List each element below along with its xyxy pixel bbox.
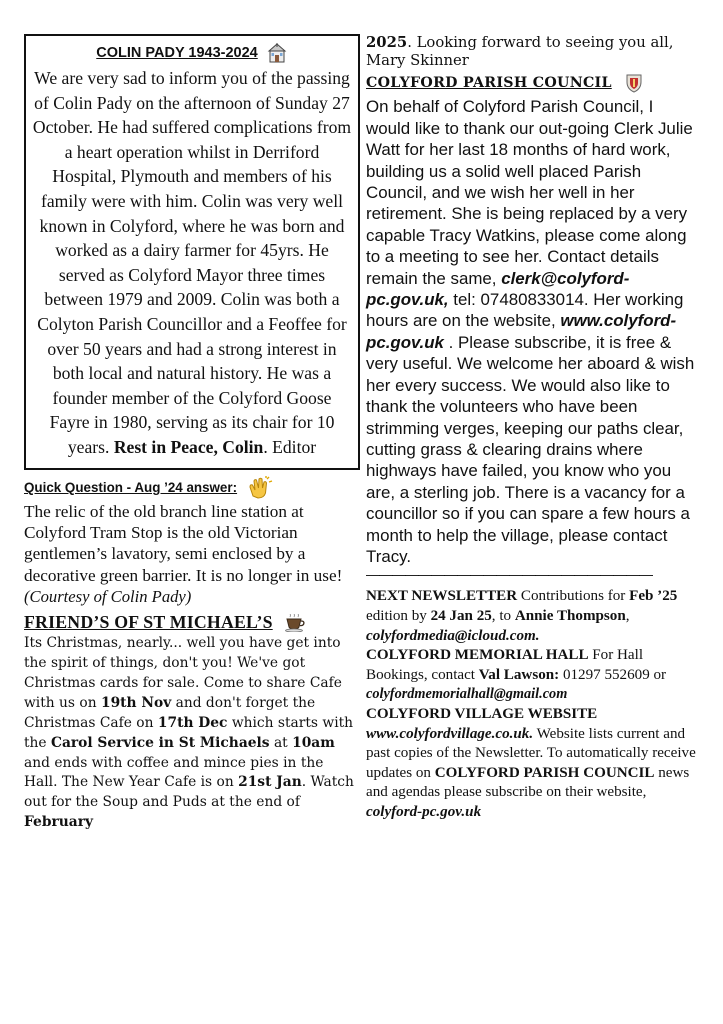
memorial-hall-notice: COLYFORD MEMORIAL HALL For Hall Bookings, contact Val Lawson: 01297 552609 or — [366, 647, 667, 683]
obituary-title — [32, 42, 352, 64]
media-email-link[interactable]: colyfordmedia@icloud.com. — [366, 627, 540, 644]
parish-council-title: COLYFORD PARISH COUNCIL — [366, 73, 696, 93]
obituary-closing: Rest in Peace, Colin — [113, 436, 264, 457]
friends-time: 10am — [292, 734, 335, 751]
memorial-hall-email — [366, 685, 696, 705]
coffee-cup-icon — [285, 614, 307, 632]
shield-crest-icon — [626, 73, 642, 93]
next-newsletter-notice: NEXT NEWSLETTER Contributions for Feb ’25 edition by 24 Jan 25, to Annie Thompson, colyfordmedia@icloud.com. — [366, 588, 678, 644]
left-column — [24, 34, 360, 833]
obituary-title-text: COLIN PADY 1943-2024 — [96, 45, 258, 61]
clapping-hands-icon — [247, 476, 273, 500]
quick-question-title: Quick Question - Aug ’24 answer: — [24, 476, 360, 500]
friends-date-1: 19th Nov — [100, 694, 172, 711]
chapel-icon — [266, 43, 288, 63]
village-website-notice: COLYFORD VILLAGE WEBSITE www.colyfordvillage.co.uk. Website lists current and past copies of the Newsletter. To automatically receive updates on COLYFORD PARISH COUNCIL news and agendas please subscribe on their website, colyford-pc.gov.uk — [366, 705, 696, 820]
village-website-link[interactable]: www.colyfordvillage.co.uk. — [366, 725, 534, 742]
friends-date-3: 21st Jan — [238, 774, 302, 791]
section-divider: —————————————————————— — [366, 567, 652, 582]
info-section — [366, 587, 696, 822]
friends-month: February — [24, 814, 93, 831]
friends-body: Its Christmas, nearly... well you have get into the spirit of things, don't you! We've got Christmas cards for sale. Come to share Cafe with us on 19th Nov and don't forget the Christmas Cafe on 17th Dec which starts with the Carol Service in St Michaels at 10am and ends with coffee and mince pies in the Hall. The New Year Cafe is on 21st Jan. Watch out for the Soup and Puds at the end of February — [24, 635, 354, 831]
quick-question-answer: The relic of the old branch line station at Colyford Tram Stop is the old Victorian gentlemen’s lavatory, semi enclosed by a decorative green barrier. It is no longer in use! — [24, 501, 343, 585]
council-website-link[interactable]: www.colyford-pc.gov.uk — [366, 311, 677, 352]
council-url-link[interactable]: colyford-pc.gov.uk — [366, 803, 482, 820]
quick-question-section — [24, 476, 360, 608]
hall-email-link[interactable]: colyfordmemorialhall@gmail.com — [366, 686, 568, 703]
obituary-body: We are very sad to inform you of the passing of Colin Pady on the afternoon of Sunday 27 October. He had suffered complications from a heart operation whilst in Derriford Hospital, Plymouth and members of his family were with him. Colin was very well known in Colyford, where he was born and worked as a dairy farmer for 45yrs. He served as Colyford Mayor three times between 1979 and 2009. Colin was both a Colyton Parish Councillor and a Feoffee for over 50 years and had a strong interest in both local and natural history. He was a founder member of the Colyford Goose Fayre in 1980, serving as its chair for 10 years. Rest in Peace, Colin. Editor — [32, 68, 352, 457]
clerk-email-link[interactable]: clerk@colyford-pc.gov.uk, — [366, 268, 630, 310]
quick-question-credit: (Courtesy of Colin Pady) — [24, 587, 192, 607]
friends-continued: 2025. Looking forward to seeing you all, Mary Skinner — [366, 34, 674, 70]
parish-council-body: On behalf of Colyford Parish Council, I would like to thank our out-going Clerk Julie Watt for her last 18 months of hard work, building us a solid well placed Parish Council, and we wish her well in her retirement. She is being replaced by a very capable Tracy Watkins, please come along to a meeting to see her. Contact details remain the same, clerk@colyford-pc.gov.uk, tel: 07480833014. Her working hours are on the website, www.colyford-pc.gov.uk . Please subscribe, it is free & very useful. We welcome her aboard & wish her every success. We would also like to thank the volunteers who have been strimming verges, keeping our paths clear, cutting grass & clearing drains where highways have failed, you know who you are, a sterling job. There is a vacancy for a councillor so if you can spare a few hours a month to help the village, please contact Tracy. — [366, 97, 695, 566]
obituary-box — [24, 34, 360, 470]
friends-event: Carol Service in St Michaels — [50, 734, 270, 751]
friends-date-2: 17th Dec — [157, 714, 228, 731]
right-column — [366, 34, 696, 822]
friends-title: FRIEND’S OF ST MICHAEL’S — [24, 612, 360, 633]
